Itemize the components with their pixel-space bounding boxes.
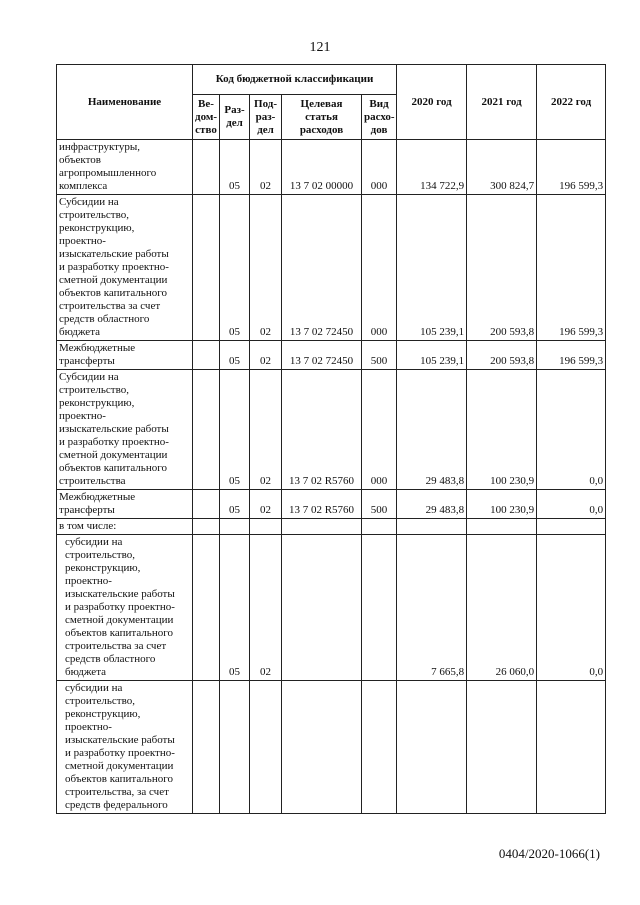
row-2021: 100 230,9 [467,370,537,490]
row-2020: 29 483,8 [397,370,467,490]
row-2021: 300 824,7 [467,140,537,195]
row-2022: 196 599,3 [537,341,606,370]
row-vid [362,681,397,814]
row-name: инфраструктуры, объектов агропромышленного комплекса [57,140,193,195]
header-vid: Вид расхо- дов [362,95,397,140]
row-target: 13 7 02 72450 [282,341,362,370]
row-podrazdel: 02 [250,195,282,341]
row-vedomstvo [193,535,220,681]
row-2021 [467,681,537,814]
row-2022: 0,0 [537,370,606,490]
row-razdel [220,519,250,535]
row-name: Межбюджетные трансферты [57,341,193,370]
row-razdel: 05 [220,370,250,490]
header-razdel: Раз- дел [220,95,250,140]
row-target: 13 7 02 R5760 [282,370,362,490]
row-vid: 000 [362,195,397,341]
row-target [282,535,362,681]
row-2020: 7 665,8 [397,535,467,681]
header-2022: 2022 год [537,65,606,140]
row-2022: 0,0 [537,535,606,681]
row-vid [362,519,397,535]
row-vedomstvo [193,195,220,341]
row-vedomstvo [193,519,220,535]
table-body [57,140,606,814]
row-name: в том числе: [57,519,193,535]
table-row [57,490,606,519]
row-razdel: 05 [220,341,250,370]
table-row [57,681,606,814]
row-vid: 500 [362,341,397,370]
table-row [57,370,606,490]
row-podrazdel [250,681,282,814]
row-name: Межбюджетные трансферты [57,490,193,519]
row-2021: 26 060,0 [467,535,537,681]
row-2021: 200 593,8 [467,195,537,341]
row-podrazdel: 02 [250,490,282,519]
row-2022: 0,0 [537,490,606,519]
row-vedomstvo [193,490,220,519]
row-target: 13 7 02 72450 [282,195,362,341]
row-vedomstvo [193,341,220,370]
row-vedomstvo [193,140,220,195]
row-vid: 000 [362,140,397,195]
row-razdel [220,681,250,814]
row-target: 13 7 02 R5760 [282,490,362,519]
row-2022: 196 599,3 [537,195,606,341]
row-podrazdel: 02 [250,535,282,681]
row-2022 [537,519,606,535]
row-2020 [397,681,467,814]
header-podrazdel: Под- раз- дел [250,95,282,140]
row-name: субсидии на строительство, реконструкцию, проектно- изыскательские работы и разработку проектно- сметной документации объектов капитального строительства за счет средств областного бюджета [57,535,193,681]
row-name: субсидии на строительство, реконструкцию, проектно- изыскательские работы и разработку проектно- сметной документации объектов капитального строительства, за счет средств федерального [57,681,193,814]
row-razdel: 05 [220,535,250,681]
table-header [57,65,606,140]
row-2021 [467,519,537,535]
header-2021: 2021 год [467,65,537,140]
row-podrazdel: 02 [250,370,282,490]
row-2022: 196 599,3 [537,140,606,195]
row-podrazdel: 02 [250,341,282,370]
row-vedomstvo [193,681,220,814]
header-vedomstvo: Ве- дом- ство [193,95,220,140]
row-vid [362,535,397,681]
row-2020 [397,519,467,535]
row-razdel: 05 [220,195,250,341]
row-razdel: 05 [220,490,250,519]
row-2022 [537,681,606,814]
row-vedomstvo [193,370,220,490]
header-2020: 2020 год [397,65,467,140]
row-name: Субсидии на строительство, реконструкцию, проектно- изыскательские работы и разработку проектно- сметной документации объектов капитального строительства [57,370,193,490]
table-row [57,195,606,341]
row-2020: 105 239,1 [397,341,467,370]
table-row [57,341,606,370]
budget-table [56,64,606,814]
row-podrazdel [250,519,282,535]
row-vid: 500 [362,490,397,519]
row-podrazdel: 02 [250,140,282,195]
row-target [282,681,362,814]
page-number: 121 [309,40,331,55]
row-target: 13 7 02 00000 [282,140,362,195]
table-row [57,519,606,535]
row-2020: 134 722,9 [397,140,467,195]
table-row [57,140,606,195]
row-vid: 000 [362,370,397,490]
row-2021: 100 230,9 [467,490,537,519]
document-code: 0404/2020-1066(1) [498,846,600,861]
row-2021: 200 593,8 [467,341,537,370]
header-target: Целевая статья расходов [282,95,362,140]
header-code-group: Код бюджетной классификации [193,65,397,95]
row-target [282,519,362,535]
row-razdel: 05 [220,140,250,195]
header-name: Наименование [57,65,193,140]
table-row [57,535,606,681]
row-2020: 29 483,8 [397,490,467,519]
row-name: Субсидии на строительство, реконструкцию, проектно- изыскательские работы и разработку проектно- сметной документации объектов капитального строительства за счет средств областного бюджета [57,195,193,341]
row-2020: 105 239,1 [397,195,467,341]
